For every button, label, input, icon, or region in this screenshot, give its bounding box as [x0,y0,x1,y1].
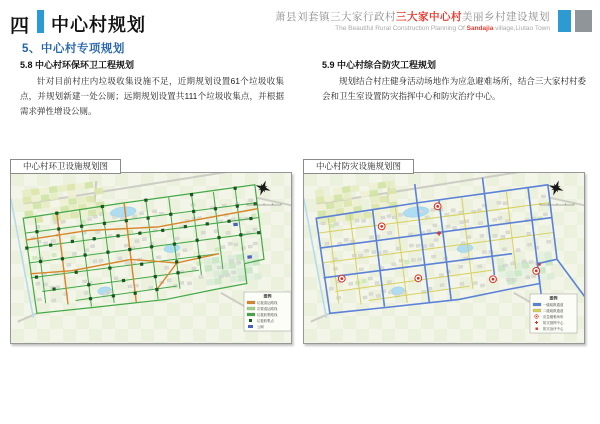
sanitation-map-title: 中心村环卫设施规划图 [10,159,121,174]
svg-text:应急避难场所: 应急避难场所 [543,314,564,319]
page-header [0,8,600,36]
svg-text:次要清运路线: 次要清运路线 [257,306,278,311]
svg-text:垃圾收集点: 垃圾收集点 [257,318,274,323]
body-5-8: 针对目前村庄内垃圾收集设施不足，近期规划设置61个垃圾收集点，并规划新建一处公厕；远期规划设置共111个垃圾收集点，并根据需求弹性增设公厕。 [20,76,284,116]
page-title: 中心村规划 [51,15,146,35]
header-blue-square [558,10,571,32]
section-5-9 [322,58,586,104]
project-title-en-prefix: The Beautiful Rural Construction Planning Of [335,25,467,32]
svg-text:一级疏散通道: 一级疏散通道 [543,302,564,307]
project-title [275,9,550,32]
map-legend [244,292,291,331]
project-title-cn-prefix: 萧县刘套镇三大家行政村 [275,12,396,23]
project-title-cn-highlight: 三大家中心村 [396,12,462,23]
svg-text:图例: 图例 [549,295,558,301]
heading-5-9: 5.9 中心村综合防灾工程规划 [322,60,437,70]
map-legend [530,294,577,333]
header-gray-square [575,10,592,32]
svg-text:垃圾清运路线: 垃圾清运路线 [257,300,278,305]
project-title-en-highlight: Sandajia [466,25,494,32]
project-title-cn [275,9,550,24]
svg-text:二级疏散通道: 二级疏散通道 [543,308,564,313]
chapter-number: 四 [10,16,30,37]
svg-text:公厕: 公厕 [257,324,264,329]
svg-text:垃圾收集路线: 垃圾收集路线 [257,312,278,317]
svg-text:防灾指挥中心: 防灾指挥中心 [543,320,564,325]
project-title-en [275,25,550,32]
section-5-8 [20,58,284,119]
disaster-map-svg [304,173,584,343]
svg-text:图例: 图例 [263,293,272,299]
svg-text:防灾治疗中心: 防灾治疗中心 [543,326,564,331]
project-title-cn-suffix: 美丽乡村建设规划 [462,12,550,23]
disaster-map [303,172,585,344]
sanitation-map-svg [11,173,291,343]
heading-5-8: 5.8 中心村环保环卫工程规划 [20,60,135,70]
section-title: 5、中心村专项规划 [22,43,125,55]
body-5-9: 规划结合村庄健身活动场地作为应急避难场所，结合三大家村村委会和卫生室设置防灾指挥中心和防灾治疗中心。 [322,76,586,101]
disaster-map-title: 中心村防灾设施规划图 [303,159,414,174]
title-accent-bar [37,10,44,33]
project-title-en-suffix: village,Liutao Town [493,25,550,32]
sanitation-map [10,172,292,344]
